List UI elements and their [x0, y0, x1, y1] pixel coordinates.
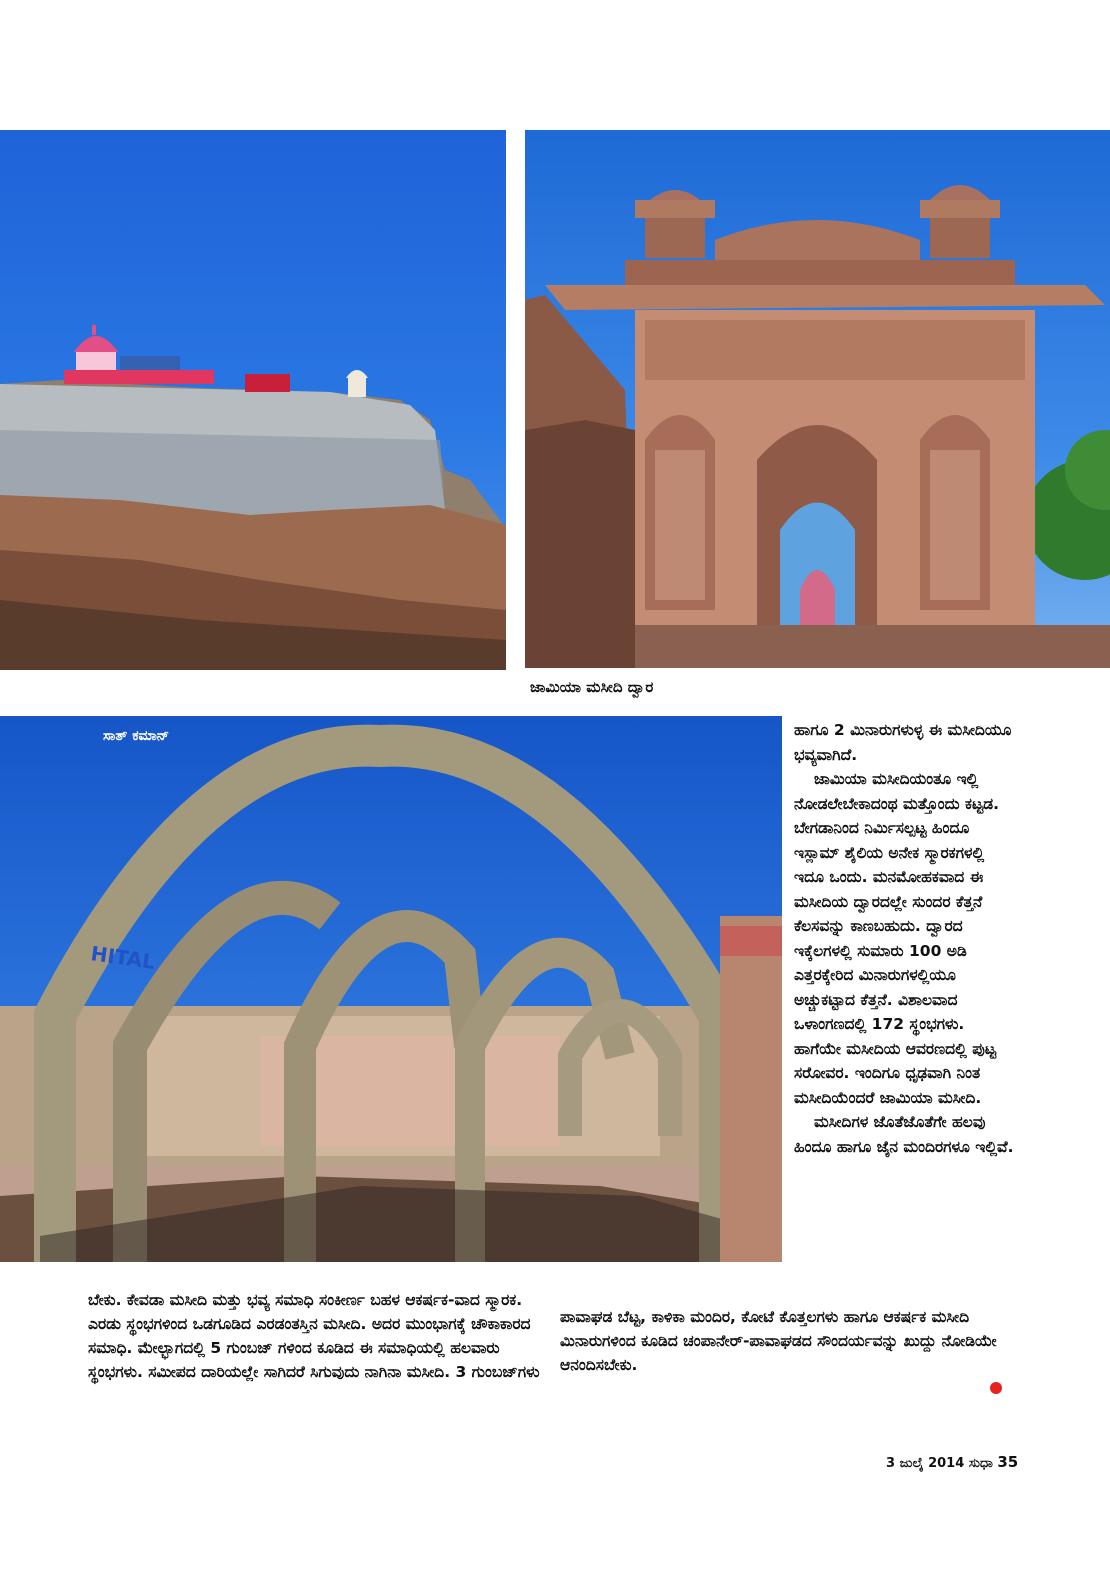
side-paragraph-3: ಮಸೀದಿಗಳ ಜೊತೆಜೊತೆಗೇ ಹಲವು ಹಿಂದೂ ಹಾಗೂ ಜೈನ ಮಂದಿರಗಳೂ ಇಲ್ಲಿವೆ.	[794, 1113, 1014, 1156]
bottom-left-column	[88, 1288, 540, 1384]
bottom-left-paragraph: ಬೇಕು. ಕೇವಡಾ ಮಸೀದಿ ಮತ್ತು ಭವ್ಯ ಸಮಾಧಿ ಸಂಕೀರ್ಣ ಬಹಳ ಆಕರ್ಷಕ-ವಾದ ಸ್ಮಾರಕ. ಎರಡು ಸ್ಥಂಭಗಳಿಂದ ಒಡಗೂಡಿದ ಎರಡಂತಸ್ತಿನ ಮಸೀದಿ. ಅದರ ಮುಂಭಾಗಕ್ಕೆ ಚೌಕಾಕಾರದ ಸಮಾಧಿ. ಮೇಲ್ಭಾಗದಲ್ಲಿ 5 ಗುಂಬಜ್ ಗಳಿಂದ ಕೂಡಿದ ಈ ಸಮಾಧಿಯಲ್ಲಿ ಹಲವಾರು ಸ್ಥಂಭಗಳು. ಸಮೀಪದ ದಾರಿಯಲ್ಲೇ ಸಾಗಿದರೆ ಸಿಗುವುದು ನಾಗಿನಾ ಮಸೀದಿ. 3 ಗುಂಬಜ್‌ಗಳು	[88, 1291, 540, 1381]
magazine-name: ಸುಧಾ	[968, 1456, 993, 1471]
mosque-gate-caption: ಜಾಮಿಯಾ ಮಸೀದಿ ದ್ವಾರ	[530, 678, 654, 696]
side-text-column	[794, 718, 1014, 1159]
issue-date: 3 ಜುಲೈ 2014	[886, 1456, 965, 1471]
mosque-gate-illustration	[525, 130, 1110, 668]
graffiti-text: HITAL	[89, 941, 157, 974]
arches-caption: ಸಾತ್ ಕಮಾನ್	[103, 728, 170, 744]
page-footer	[886, 1453, 1018, 1471]
hilltop-temple-photo	[0, 130, 506, 670]
page-number: 35	[997, 1453, 1019, 1471]
side-paragraph-1: ಹಾಗೂ 2 ಮಿನಾರುಗಳುಳ್ಳ ಈ ಮಸೀದಿಯೂ ಭವ್ಯವಾಗಿದೆ.	[794, 721, 1012, 764]
hilltop-temple-illustration	[0, 130, 506, 670]
saat-kaman-photo	[0, 716, 782, 1262]
mosque-gate-photo	[525, 130, 1110, 668]
arches-illustration	[0, 716, 782, 1262]
side-paragraph-2: ಜಾಮಿಯಾ ಮಸೀದಿಯಂತೂ ಇಲ್ಲಿ ನೋಡಲೇಬೇಕಾದಂಥ ಮತ್ತೊಂದು ಕಟ್ಟಡ. ಬೇಗಡಾನಿಂದ ನಿರ್ಮಿಸಲ್ಪಟ್ಟ ಹಿಂದೂ ಇಸ್ಲಾಮ್ ಶೈಲಿಯ ಅನೇಕ ಸ್ಮಾರಕಗಳಲ್ಲಿ ಇದೂ ಒಂದು. ಮನಮೋಹಕವಾದ ಈ ಮಸೀದಿಯ ದ್ವಾರದಲ್ಲೇ ಸುಂದರ ಕೆತ್ತನೆ ಕೆಲಸವನ್ನು ಕಾಣಬಹುದು. ದ್ವಾರದ ಇಕ್ಕೆಲಗಳಲ್ಲಿ ಸುಮಾರು 100 ಅಡಿ ಎತ್ತರಕ್ಕೇರಿದ ಮಿನಾರುಗಳಲ್ಲಿಯೂ ಅಚ್ಚುಕಟ್ಟಾದ ಕೆತ್ತನೆ. ವಿಶಾಲವಾದ ಒಳಾಂಗಣದಲ್ಲಿ 172 ಸ್ಥಂಭಗಳು. ಹಾಗೆಯೇ ಮಸೀದಿಯ ಆವರಣದಲ್ಲಿ ಪುಟ್ಟ ಸರೋವರ. ಇಂದಿಗೂ ಧೃಢವಾಗಿ ನಿಂತ ಮಸೀದಿಯೆಂದರೆ ಜಾಮಿಯಾ ಮಸೀದಿ.	[794, 770, 999, 1107]
article-end-dot	[990, 1382, 1002, 1394]
bottom-right-column	[560, 1305, 1000, 1377]
bottom-right-paragraph: ಪಾವಾಘಡ ಬೆಟ್ಟ, ಕಾಳಿಕಾ ಮಂದಿರ, ಕೋಟೆ ಕೊತ್ತಲಗಳು ಹಾಗೂ ಆಕರ್ಷಕ ಮಸೀದಿ ಮಿನಾರುಗಳಿಂದ ಕೂಡಿದ ಚಂಪಾನೇರ್-ಪಾವಾಘಡದ ಸೌಂದರ್ಯವನ್ನು ಖುದ್ದು ನೋಡಿಯೇ ಆನಂದಿಸಬೇಕು.	[560, 1308, 997, 1374]
